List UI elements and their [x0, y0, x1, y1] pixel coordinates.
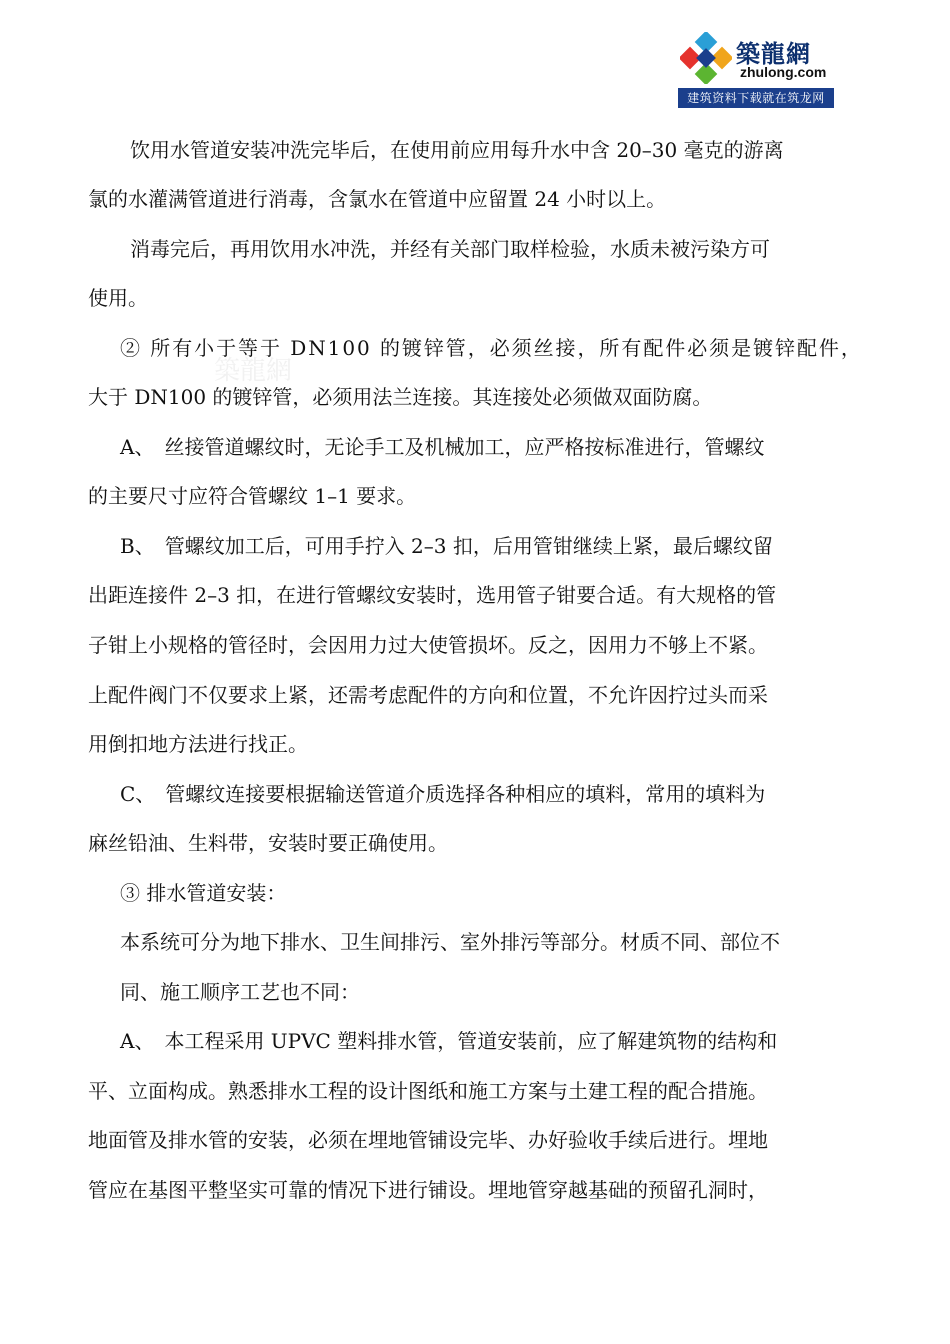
paragraph-line: 使用。	[88, 286, 148, 310]
paragraph-line: 饮用水管道安装冲洗完毕后，在使用前应用每升水中含 20–30 毫克的游离	[130, 138, 784, 162]
paragraph-line: B、 管螺纹加工后，可用手拧入 2–3 扣，后用管钳继续上紧，最后螺纹留	[120, 534, 773, 558]
paragraph-line: 的主要尺寸应符合管螺纹 1–1 要求。	[88, 484, 417, 508]
paragraph-line: 本系统可分为地下排水、卫生间排污、室外排污等部分。材质不同、部位不	[120, 930, 780, 954]
paragraph-line: 大于 DN100 的镀锌管，必须用法兰连接。其连接处必须做双面防腐。	[88, 385, 713, 409]
paragraph-line: A、 丝接管道螺纹时，无论手工及机械加工，应严格按标准进行，管螺纹	[120, 435, 765, 459]
zhulong-logo	[678, 28, 834, 108]
paragraph-line: 用倒扣地方法进行找正。	[88, 732, 308, 756]
paragraph-line: A、 本工程采用 UPVC 塑料排水管，管道安装前，应了解建筑物的结构和	[120, 1029, 778, 1053]
logo-url: zhulong.com	[740, 64, 827, 80]
logo-mark-icon	[680, 32, 732, 84]
paragraph-line: 上配件阀门不仅要求上紧，还需考虑配件的方向和位置，不允许因拧过头而采	[88, 683, 768, 707]
watermark: 築龍網	[214, 356, 293, 386]
paragraph-line: C、 管螺纹连接要根据输送管道介质选择各种相应的填料，常用的填料为	[120, 782, 766, 806]
paragraph-line: ② 所有小于等于 DN100 的镀锌管，必须丝接，所有配件必须是镀锌配件，	[120, 336, 863, 360]
paragraph-line: 地面管及排水管的安装，必须在埋地管铺设完毕、办好验收手续后进行。埋地	[88, 1128, 768, 1152]
paragraph-line: 麻丝铅油、生料带，安装时要正确使用。	[88, 831, 448, 855]
paragraph-line: 消毒完后，再用饮用水冲洗，并经有关部门取样检验，水质未被污染方可	[130, 237, 770, 261]
paragraph-line: 平、立面构成。熟悉排水工程的设计图纸和施工方案与土建工程的配合措施。	[88, 1079, 768, 1103]
paragraph-line: 子钳上小规格的管径时，会因用力过大使管损坏。反之，因用力不够上不紧。	[88, 633, 768, 657]
logo-top	[678, 28, 834, 88]
paragraph-line: 氯的水灌满管道进行消毒，含氯水在管道中应留置 24 小时以上。	[88, 187, 667, 211]
paragraph-line: 同、施工顺序工艺也不同：	[120, 980, 360, 1004]
logo-name: 築龍網	[736, 40, 811, 68]
paragraph-line: 管应在基图平整坚实可靠的情况下进行铺设。埋地管穿越基础的预留孔洞时，	[88, 1178, 768, 1202]
paragraph-line: ③ 排水管道安装：	[120, 881, 287, 905]
logo-tagline: 建筑资料下载就在筑龙网	[678, 88, 834, 108]
paragraph-line: 出距连接件 2–3 扣，在进行管螺纹安装时，选用管子钳要合适。有大规格的管	[88, 583, 777, 607]
